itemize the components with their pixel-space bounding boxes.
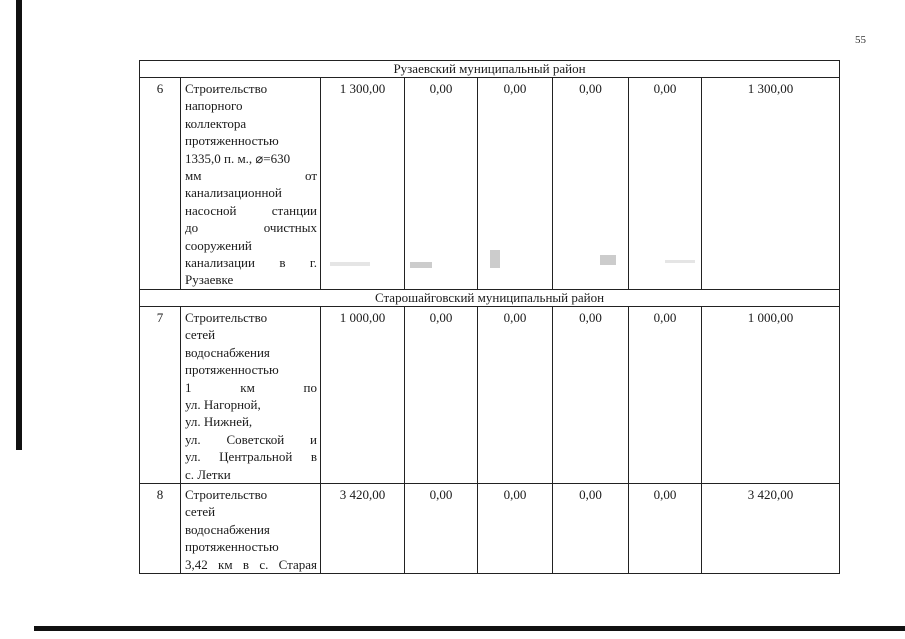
description-line: 1 км по	[185, 379, 317, 395]
scan-noise	[600, 255, 616, 265]
description-line: Строительство	[185, 309, 268, 325]
row-number: 8	[140, 483, 181, 573]
value-cell: 0,00	[405, 306, 478, 483]
description-line: сетей	[185, 504, 216, 520]
section-header-row	[140, 61, 840, 78]
value-cell: 1 300,00	[321, 78, 405, 290]
section-title: Рузаевский муниципальный район	[140, 61, 840, 78]
value-cell: 0,00	[553, 306, 629, 483]
value-cell: 0,00	[405, 78, 478, 290]
value-cell: 0,00	[478, 78, 553, 290]
scan-noise	[410, 262, 432, 268]
row-description	[181, 78, 321, 290]
value-total-cell: 1 000,00	[702, 306, 840, 483]
description-line: сооружений	[185, 237, 252, 253]
value-cell: 0,00	[553, 483, 629, 573]
scan-noise	[665, 260, 695, 263]
value-total-cell: 3 420,00	[702, 483, 840, 573]
row-description	[181, 306, 321, 483]
description-line: коллектора	[185, 115, 247, 131]
description-line: водоснабжения	[185, 521, 270, 537]
section-header-row	[140, 289, 840, 306]
description-line: Рузаевке	[185, 272, 234, 288]
row-description	[181, 483, 321, 573]
value-cell: 0,00	[478, 306, 553, 483]
section-title: Старошайговский муниципальный район	[140, 289, 840, 306]
description-line: до очистных	[185, 220, 317, 236]
description-line: водоснабжения	[185, 344, 270, 360]
description-line: протяженностью	[185, 133, 279, 149]
value-total-cell: 1 300,00	[702, 78, 840, 290]
description-line: канализации в г.	[185, 255, 317, 271]
description-line: с. Летки	[185, 466, 231, 482]
description-line: Строительство	[185, 486, 268, 502]
row-number: 6	[140, 78, 181, 290]
value-cell: 1 000,00	[321, 306, 405, 483]
description-line: 3,42 км в с. Старая	[185, 556, 317, 572]
table-row	[140, 483, 840, 573]
value-cell: 0,00	[629, 78, 702, 290]
value-cell: 0,00	[629, 483, 702, 573]
description-line: ул. Центральной в	[185, 449, 317, 465]
description-line: протяженностью	[185, 539, 279, 555]
budget-table	[139, 60, 840, 574]
description-line: ул. Советской и	[185, 431, 317, 447]
description-line: ул. Нагорной,	[185, 396, 261, 412]
value-cell: 0,00	[629, 306, 702, 483]
scan-edge-left	[16, 0, 22, 450]
description-line: напорного	[185, 98, 243, 114]
scan-noise	[490, 250, 500, 268]
description-line: протяженностью	[185, 362, 279, 378]
value-cell: 0,00	[553, 78, 629, 290]
scan-edge-bottom	[34, 626, 905, 631]
value-cell: 0,00	[478, 483, 553, 573]
description-line: 1335,0 п. м., ⌀=630	[185, 150, 291, 166]
description-line: сетей	[185, 327, 216, 343]
row-number: 7	[140, 306, 181, 483]
value-cell: 3 420,00	[321, 483, 405, 573]
description-line: мм от	[185, 168, 317, 184]
table-row	[140, 306, 840, 483]
description-line: ул. Нижней,	[185, 414, 253, 430]
value-cell: 0,00	[405, 483, 478, 573]
description-line: канализационной	[185, 185, 282, 201]
description-line: Строительство	[185, 81, 268, 96]
page-number: 55	[855, 34, 866, 46]
scan-noise	[330, 262, 370, 266]
description-line: насосной станции	[185, 202, 317, 218]
